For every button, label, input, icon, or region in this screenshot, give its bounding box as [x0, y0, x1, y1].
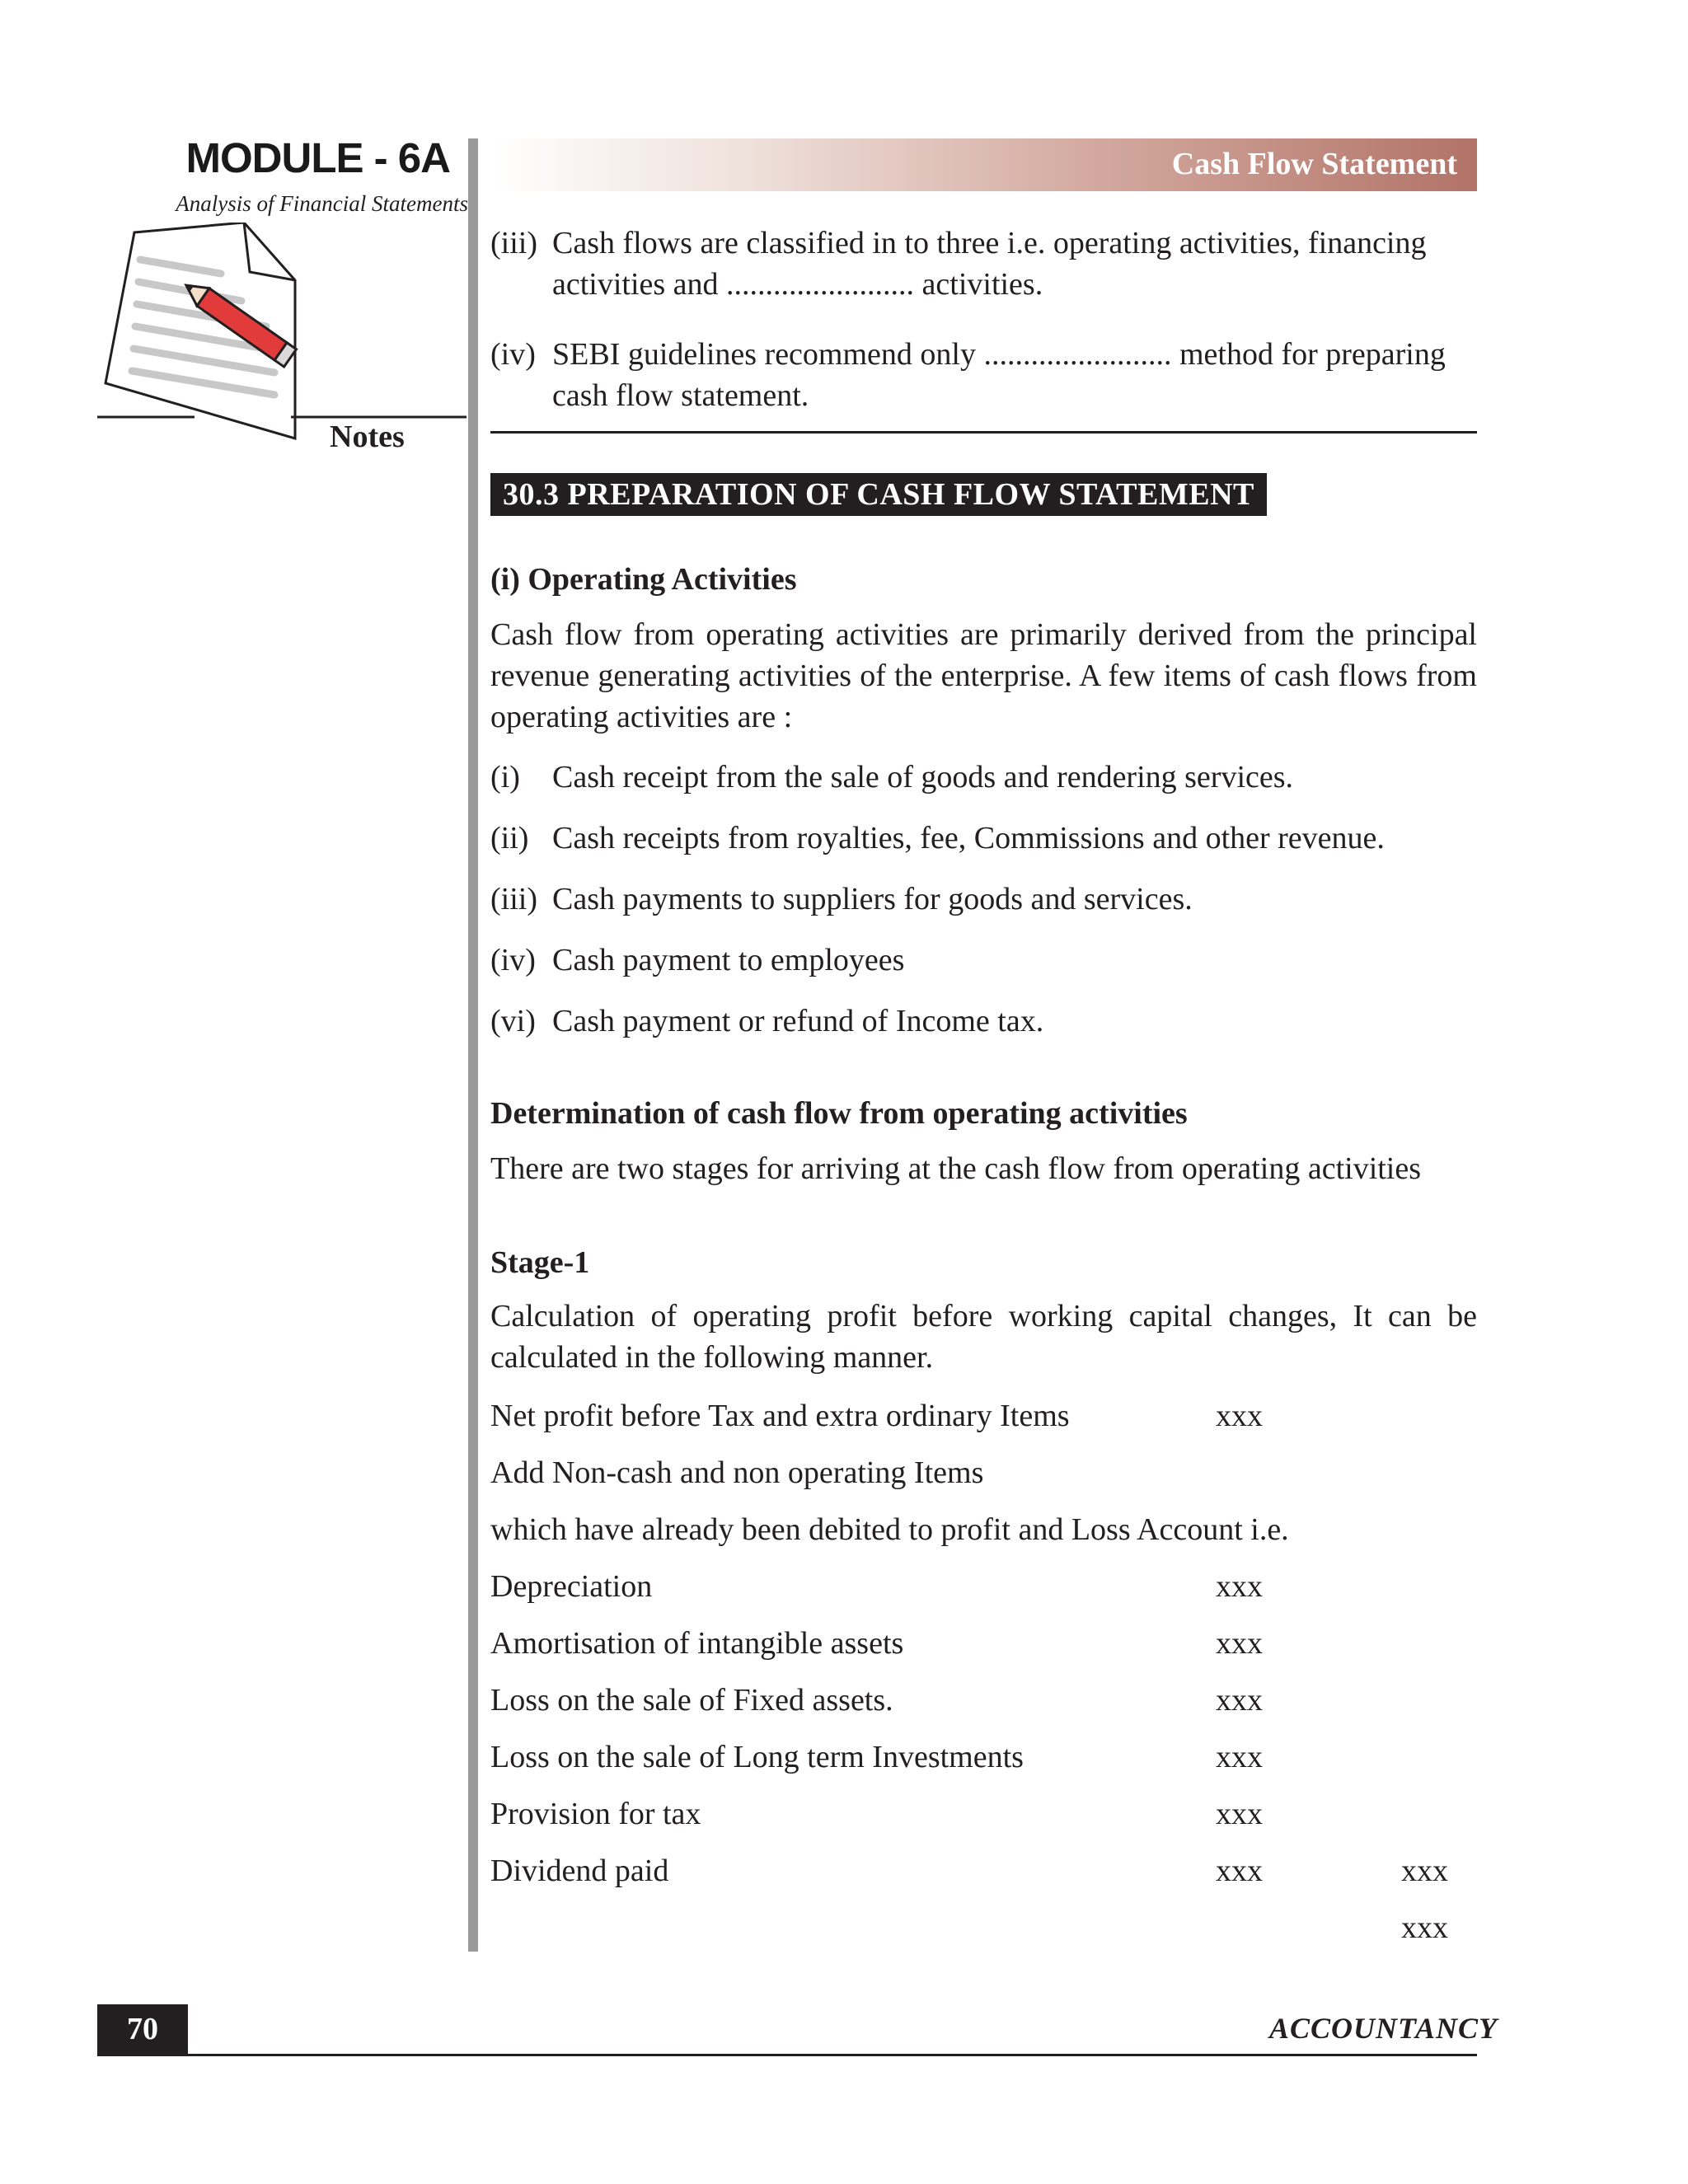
calc-grand-total: xxx	[1401, 1910, 1448, 1945]
item-number: (vi)	[490, 1004, 536, 1038]
item-text: Cash payments to suppliers for goods and services.	[552, 882, 1193, 916]
exercise-text-cont: activities and ........................ activities.	[552, 267, 1043, 302]
intro-paragraph: Cash flow from operating activities are primarily derived from the principal revenue generating activities of the enterprise. A few items of cash flows from operating activities are :	[490, 617, 1477, 734]
calc-text: which have already been debited to profit and Loss Account i.e.	[490, 1512, 1289, 1547]
footer-subject: ACCOUNTANCY	[1269, 2012, 1498, 2045]
calc-label: Loss on the sale of Long term Investments	[490, 1740, 1024, 1774]
calc-label: Net profit before Tax and extra ordinary Items	[490, 1399, 1070, 1433]
item-number: (ii)	[490, 821, 529, 855]
calc-label: Loss on the sale of Fixed assets.	[490, 1683, 893, 1718]
exercise-text: Cash flows are classified in to three i.e. operating activities, financing	[552, 226, 1427, 260]
calc-value: xxx	[1216, 1854, 1263, 1888]
calc-value: xxx	[1216, 1626, 1263, 1661]
list-item	[490, 818, 1385, 859]
exercise-text-cont: cash flow statement.	[552, 378, 809, 413]
calc-subtotal: xxx	[1401, 1854, 1448, 1888]
page-number: 70	[97, 2004, 188, 2054]
footer-divider	[97, 2054, 1477, 2056]
determination-text: There are two stages for arriving at the cash flow from operating activities	[490, 1151, 1422, 1186]
calc-label: Amortisation of intangible assets	[490, 1626, 904, 1661]
calc-value: xxx	[1216, 1569, 1263, 1604]
stage-heading: Stage-1	[490, 1245, 590, 1280]
item-number: (iv)	[490, 943, 536, 977]
list-item	[490, 879, 1193, 920]
calc-value: xxx	[1216, 1683, 1263, 1718]
calc-label: Dividend paid	[490, 1854, 669, 1888]
item-number: (i)	[490, 760, 520, 794]
item-text: Cash receipts from royalties, fee, Commissions and other revenue.	[552, 821, 1385, 855]
item-number: (iii)	[490, 226, 537, 260]
calc-label: Depreciation	[490, 1569, 653, 1604]
item-text: Cash payment to employees	[552, 943, 905, 977]
item-text: Cash receipt from the sale of goods and rendering services.	[552, 760, 1294, 794]
exercise-item	[490, 334, 1477, 416]
exercise-item	[490, 223, 1477, 305]
subheading-operating-activities: (i) Operating Activities	[490, 562, 797, 597]
calc-value: xxx	[1216, 1797, 1263, 1831]
calc-value: xxx	[1216, 1740, 1263, 1774]
list-item	[490, 1001, 1043, 1042]
module-subtitle: Analysis of Financial Statements	[176, 191, 468, 216]
section-heading: 30.3 PREPARATION OF CASH FLOW STATEMENT	[490, 473, 1267, 516]
exercise-text: SEBI guidelines recommend only ........................ method for preparing	[552, 337, 1446, 372]
sidebar-divider	[468, 138, 478, 1952]
item-number: (iv)	[490, 337, 536, 372]
list-item	[490, 757, 1293, 798]
calc-label: Provision for tax	[490, 1797, 701, 1831]
list-item	[490, 940, 904, 981]
calc-text: Add Non-cash and non operating Items	[490, 1455, 984, 1490]
section-divider	[490, 431, 1477, 434]
header-title: Cash Flow Statement	[1171, 147, 1457, 181]
item-text: Cash payment or refund of Income tax.	[552, 1004, 1044, 1038]
calc-value: xxx	[1216, 1399, 1263, 1433]
notes-pencil-icon	[97, 223, 476, 453]
determination-heading: Determination of cash flow from operating activities	[490, 1096, 1188, 1131]
stage-text: Calculation of operating profit before working capital changes, It can be calculated in the following manner.	[490, 1299, 1477, 1375]
item-number: (iii)	[490, 882, 537, 916]
notes-label: Notes	[330, 419, 405, 454]
module-title: MODULE - 6A	[185, 134, 450, 181]
